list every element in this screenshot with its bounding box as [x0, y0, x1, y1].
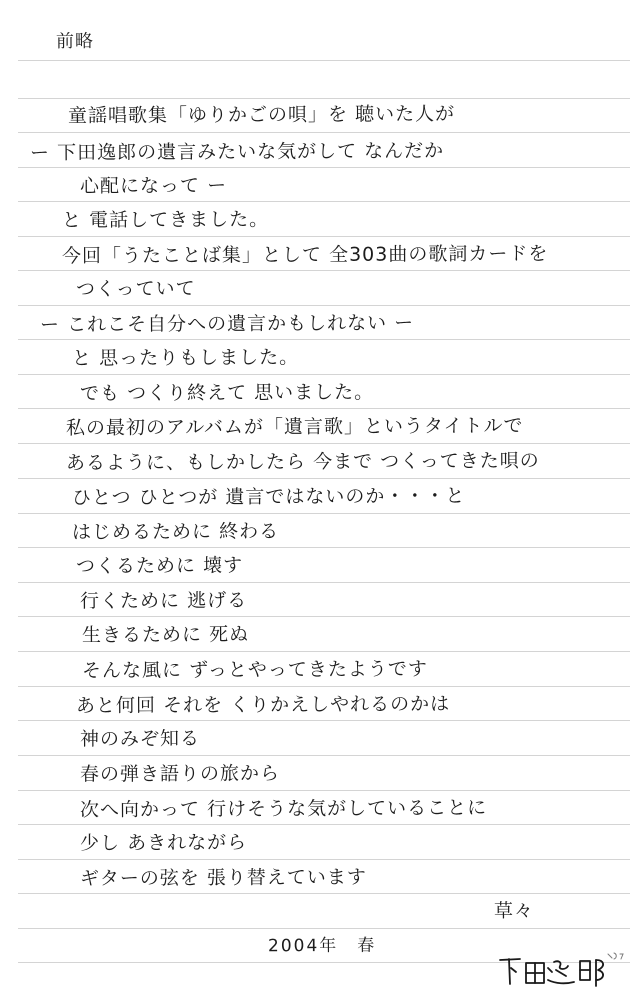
ruled-line [18, 651, 630, 652]
ruled-line [18, 236, 630, 237]
letter-line: つくるために 壊す [75, 554, 244, 578]
ruled-line [18, 513, 630, 514]
ruled-line [18, 755, 630, 756]
ruled-line [18, 790, 630, 791]
ruled-line [18, 928, 630, 929]
letter-line: 次へ向かって 行けそうな気がしていることに [79, 796, 488, 822]
ruled-line [18, 374, 630, 375]
ruled-line [18, 60, 630, 61]
letter-line: と 思ったりもしました。 [71, 346, 300, 370]
letter-header: 前略 [55, 30, 95, 53]
ruled-line [18, 339, 630, 340]
ruled-line [18, 201, 630, 202]
ruled-line [18, 720, 630, 721]
ruled-line [18, 824, 630, 825]
letter-line: 今回「うたことば集」として 全303曲の歌詞カードを [61, 242, 549, 268]
letter-line: 心配になって ー [79, 174, 228, 198]
letter-line: 神のみぞ知る [79, 727, 201, 751]
ruled-line [18, 478, 630, 479]
signature [496, 950, 628, 990]
ruled-line [18, 98, 630, 99]
letter-line: はじめるために 終わる [71, 520, 280, 544]
ruled-line [18, 893, 630, 894]
letter-closing: 草々 [493, 899, 535, 923]
letter-line: あと何回 それを くりかえしやれるのかは [75, 693, 451, 717]
letter-line: ギターの弦を 張り替えています [79, 866, 367, 890]
letter-line: でも つくり終えて 思いました。 [79, 381, 375, 405]
letter-line: ー これこそ自分への遺言かもしれない ー [39, 312, 415, 336]
letter-date: 2004年 春 [267, 935, 377, 957]
letter-line: ー 下田逸郎の遺言みたいな気がして なんだか [29, 139, 445, 165]
ruled-line [18, 616, 630, 617]
letter-line: 行くために 逃げる [79, 589, 248, 613]
letter-line: ひとつ ひとつが 遺言ではないのか・・・と [71, 484, 466, 510]
ruled-line [18, 305, 630, 306]
ruled-line [18, 686, 630, 687]
signature-drawing [496, 950, 628, 990]
ruled-line [18, 547, 630, 548]
letter-line: あるように、もしかしたら 今まで つくってきた唄の [65, 449, 540, 475]
ruled-line [18, 582, 630, 583]
letter-line: 童謡唱歌集「ゆりかごの唄」を 聴いた人が [67, 102, 456, 128]
ruled-line [18, 167, 630, 168]
ruled-line [18, 270, 630, 271]
letter-line: 私の最初のアルバムが「遺言歌」というタイトルで [65, 414, 524, 440]
ruled-line [18, 859, 630, 860]
letter-line: つくっていて [75, 277, 196, 301]
letter-line: と 電話してきました。 [61, 208, 270, 232]
letter-line: そんな風に ずっとやってきたようです [81, 658, 428, 682]
ruled-line [18, 443, 630, 444]
ruled-line [18, 408, 630, 409]
ruled-line [18, 132, 630, 133]
letter-line: 少し あきれながら [79, 831, 248, 855]
letter-line: 春の弾き語りの旅から [79, 762, 281, 786]
letter-line: 生きるために 死ぬ [81, 623, 250, 647]
